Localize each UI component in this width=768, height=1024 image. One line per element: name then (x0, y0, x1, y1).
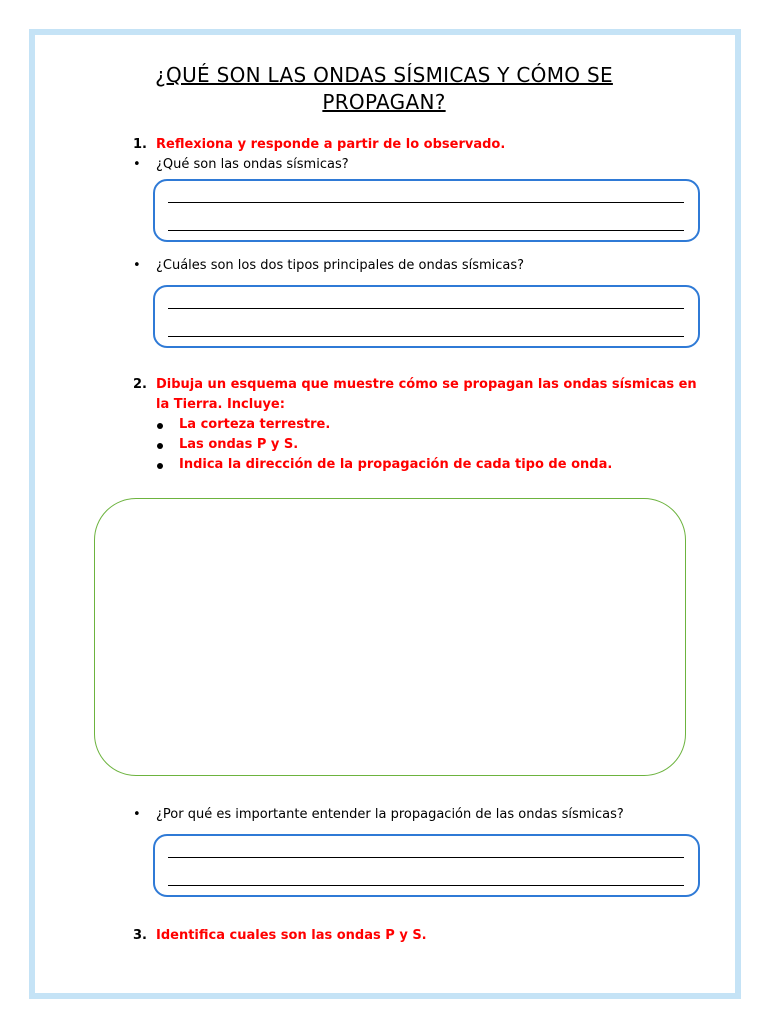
bullet-dot-icon (157, 443, 163, 449)
section-2-item: La corteza terrestre. (179, 417, 331, 432)
question-1-text: ¿Qué son las ondas sísmicas? (156, 157, 349, 172)
section-2-number: 2. (133, 377, 147, 392)
answer-line (168, 857, 684, 858)
section-2-heading-line-1: Dibuja un esquema que muestre cómo se propagan las ondas sísmicas en (156, 377, 697, 392)
section-2-item: Indica la dirección de la propagación de cada tipo de onda. (179, 457, 613, 472)
title-line-1: ¿QUÉ SON LAS ONDAS SÍSMICAS Y CÓMO SE (155, 63, 613, 87)
answer-box-3[interactable] (153, 834, 700, 897)
section-2-item: Las ondas P y S. (179, 437, 299, 452)
answer-line (168, 885, 684, 886)
section-1-number: 1. (133, 137, 147, 152)
section-3-heading: Identifica cuales son las ondas P y S. (156, 928, 427, 943)
section-1-heading: Reflexiona y responde a partir de lo observado. (156, 137, 506, 152)
question-3-text: ¿Por qué es importante entender la propagación de las ondas sísmicas? (156, 807, 624, 822)
answer-box-2[interactable] (153, 285, 700, 348)
page-title (60, 62, 708, 116)
drawing-area[interactable] (94, 498, 686, 776)
answer-line (168, 336, 684, 337)
question-2-text: ¿Cuáles son los dos tipos principales de ondas sísmicas? (156, 258, 525, 273)
answer-box-1[interactable] (153, 179, 700, 242)
bullet-dot-icon (157, 423, 163, 429)
answer-line (168, 202, 684, 203)
answer-line (168, 308, 684, 309)
title-line-2: PROPAGAN? (322, 90, 446, 114)
answer-line (168, 230, 684, 231)
bullet-dot-icon (157, 463, 163, 469)
bullet-icon: • (133, 807, 141, 822)
section-3-number: 3. (133, 928, 147, 943)
bullet-icon: • (133, 157, 141, 172)
bullet-icon: • (133, 258, 141, 273)
section-2-heading-line-2: la Tierra. Incluye: (156, 397, 285, 412)
